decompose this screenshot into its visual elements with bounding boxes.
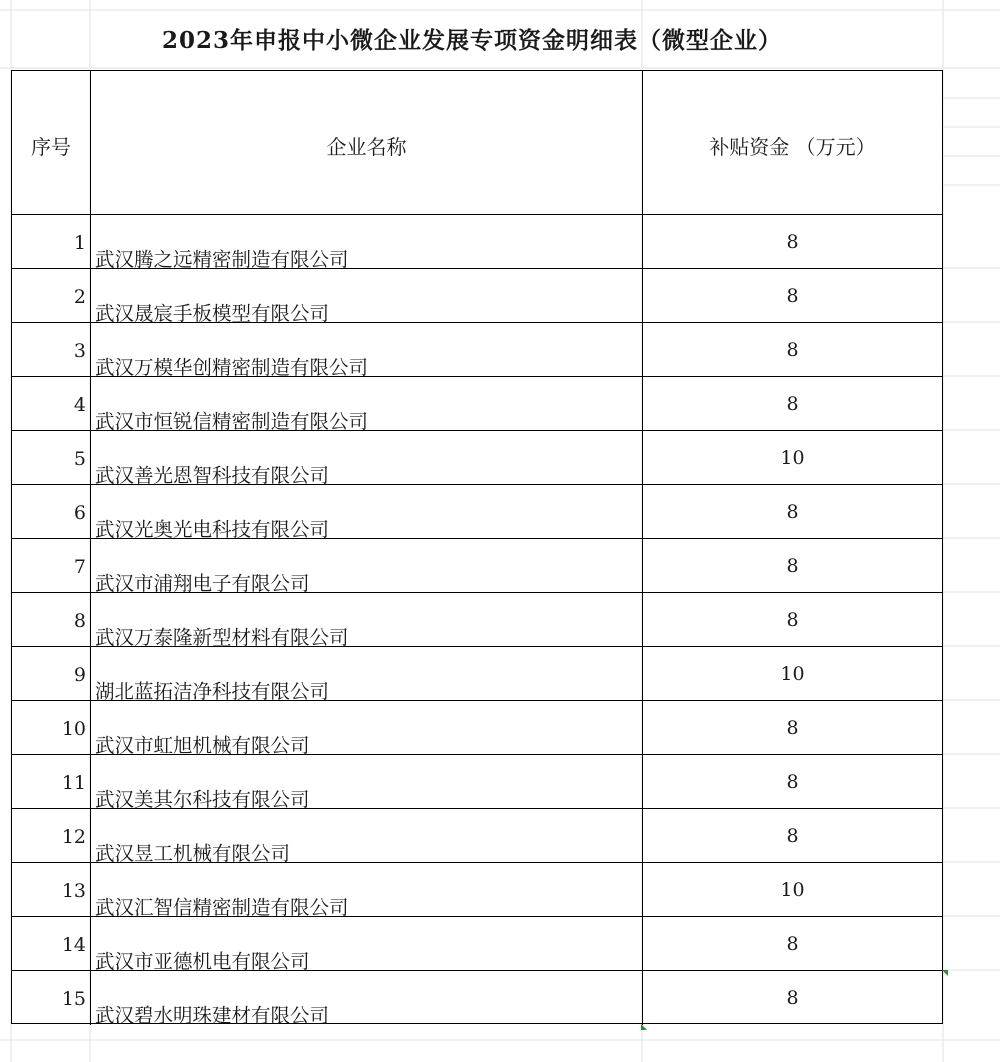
cell-index[interactable] [12, 215, 91, 268]
cell-amount[interactable] [643, 269, 942, 322]
row-index: 1 [73, 232, 86, 254]
subsidy-amount: 8 [786, 285, 799, 307]
cell-amount[interactable] [643, 485, 942, 538]
company-name: 武汉市浦翔电子有限公司 [95, 572, 310, 595]
cell-index[interactable] [12, 917, 91, 970]
table-row [12, 215, 942, 269]
company-name: 武汉美其尔科技有限公司 [95, 788, 310, 811]
table-row [12, 971, 942, 1025]
cell-amount[interactable] [643, 539, 942, 592]
cell-company[interactable] [91, 485, 643, 541]
cell-amount[interactable] [643, 647, 942, 700]
cell-amount[interactable] [643, 377, 942, 430]
cell-index[interactable] [12, 971, 91, 1025]
cell-note-marker [641, 1024, 647, 1030]
cell-index[interactable] [12, 863, 91, 916]
company-name: 武汉市亚德机电有限公司 [95, 950, 310, 973]
company-name: 武汉汇智信精密制造有限公司 [95, 896, 349, 919]
header-cell-company[interactable] [91, 71, 643, 214]
cell-index[interactable] [12, 269, 91, 322]
row-index: 2 [73, 286, 86, 308]
subsidy-amount: 8 [786, 339, 799, 361]
header-index-label: 序号 [31, 135, 71, 159]
table-row [12, 485, 942, 539]
cell-index[interactable] [12, 431, 91, 484]
row-index: 4 [73, 394, 86, 416]
row-index: 5 [73, 448, 86, 470]
row-index: 6 [73, 502, 86, 524]
subsidy-amount: 8 [786, 555, 799, 577]
header-cell-index[interactable] [12, 71, 91, 214]
funding-table [11, 70, 943, 1027]
cell-index[interactable] [12, 701, 91, 754]
cell-note-marker [942, 970, 948, 976]
page-title: 2023年申报中小微企业发展专项资金明细表（微型企业） [161, 27, 782, 54]
table-row [12, 431, 942, 485]
table-row [12, 377, 942, 431]
subsidy-amount: 10 [780, 879, 805, 901]
table-row [12, 755, 942, 809]
table-row [12, 323, 942, 377]
header-cell-amount[interactable] [643, 71, 942, 214]
row-index: 15 [61, 988, 86, 1010]
table-row [12, 809, 942, 863]
cell-amount[interactable] [643, 701, 942, 754]
company-name: 武汉晟宸手板模型有限公司 [95, 302, 330, 325]
cell-company[interactable] [91, 539, 643, 595]
cell-amount[interactable] [643, 431, 942, 484]
subsidy-amount: 10 [780, 447, 805, 469]
cell-company[interactable] [91, 755, 643, 811]
cell-index[interactable] [12, 485, 91, 538]
cell-amount[interactable] [643, 755, 942, 808]
subsidy-amount: 8 [786, 501, 799, 523]
subsidy-amount: 8 [786, 717, 799, 739]
company-name: 武汉市虹旭机械有限公司 [95, 734, 310, 757]
cell-index[interactable] [12, 323, 91, 376]
table-row [12, 701, 942, 755]
cell-index[interactable] [12, 377, 91, 430]
subsidy-amount: 8 [786, 825, 799, 847]
company-name: 武汉昱工机械有限公司 [95, 842, 291, 865]
cell-index[interactable] [12, 593, 91, 646]
subsidy-amount: 8 [786, 987, 799, 1009]
company-name: 武汉善光恩智科技有限公司 [95, 464, 330, 487]
row-index: 13 [61, 880, 86, 902]
table-row [12, 593, 942, 647]
cell-amount[interactable] [643, 809, 942, 862]
cell-company[interactable] [91, 917, 643, 973]
subsidy-amount: 10 [780, 663, 805, 685]
cell-amount[interactable] [643, 917, 942, 970]
cell-company[interactable] [91, 863, 643, 919]
company-name: 武汉碧水明珠建材有限公司 [95, 1004, 330, 1027]
row-index: 8 [73, 610, 86, 632]
row-index: 12 [61, 826, 86, 848]
header-amount-label: 补贴资金 （万元） [709, 135, 876, 159]
company-name: 武汉腾之远精密制造有限公司 [95, 248, 349, 271]
cell-index[interactable] [12, 647, 91, 700]
cell-company[interactable] [91, 323, 643, 379]
row-index: 9 [73, 664, 86, 686]
header-company-label: 企业名称 [326, 135, 407, 159]
subsidy-amount: 8 [786, 771, 799, 793]
table-row [12, 647, 942, 701]
company-name: 湖北蓝拓洁净科技有限公司 [95, 680, 330, 703]
cell-company[interactable] [91, 647, 643, 703]
cell-amount[interactable] [643, 971, 942, 1025]
subsidy-amount: 8 [786, 609, 799, 631]
cell-amount[interactable] [643, 593, 942, 646]
table-row [12, 917, 942, 971]
cell-company[interactable] [91, 971, 643, 1025]
row-index: 3 [73, 340, 86, 362]
cell-index[interactable] [12, 809, 91, 862]
cell-amount[interactable] [643, 863, 942, 916]
cell-company[interactable] [91, 269, 643, 325]
company-name: 武汉市恒锐信精密制造有限公司 [95, 410, 369, 433]
table-header [12, 71, 942, 215]
company-name: 武汉万泰隆新型材料有限公司 [95, 626, 349, 649]
cell-company[interactable] [91, 431, 643, 487]
row-index: 7 [73, 556, 86, 578]
cell-company[interactable] [91, 215, 643, 271]
subsidy-amount: 8 [786, 393, 799, 415]
subsidy-amount: 8 [786, 933, 799, 955]
cell-company[interactable] [91, 809, 643, 865]
subsidy-amount: 8 [786, 231, 799, 253]
table-row [12, 269, 942, 323]
table-row [12, 539, 942, 593]
company-name: 武汉万模华创精密制造有限公司 [95, 356, 369, 379]
company-name: 武汉光奥光电科技有限公司 [95, 518, 330, 541]
cell-company[interactable] [91, 701, 643, 757]
cell-amount[interactable] [643, 323, 942, 376]
row-index: 10 [61, 718, 86, 740]
cell-company[interactable] [91, 377, 643, 433]
cell-index[interactable] [12, 539, 91, 592]
table-row [12, 863, 942, 917]
row-index: 11 [61, 772, 86, 794]
cell-amount[interactable] [643, 215, 942, 268]
row-index: 14 [61, 934, 86, 956]
cell-index[interactable] [12, 755, 91, 808]
cell-company[interactable] [91, 593, 643, 649]
